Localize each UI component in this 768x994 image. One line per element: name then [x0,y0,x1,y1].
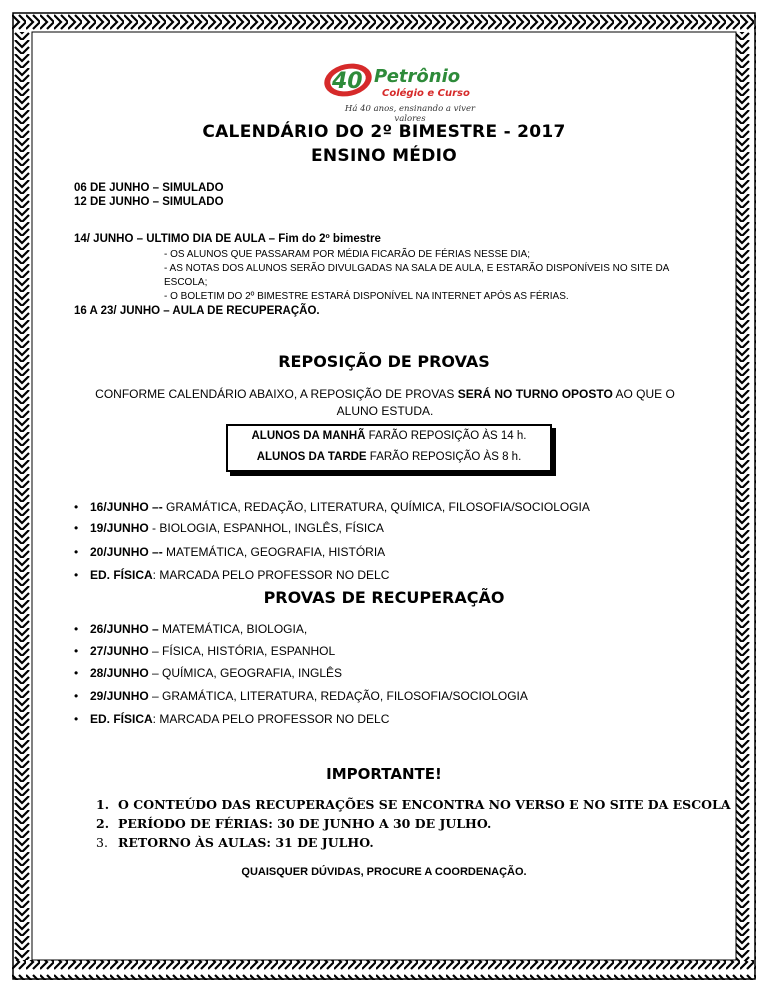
list-item: • 26/JUNHO – MATEMÁTICA, BIOLOGIA, [74,622,308,636]
footer-note: QUAISQUER DÚVIDAS, PROCURE A COORDENAÇÃO. [241,866,527,878]
list-item: • ED. FÍSICA: MARCADA PELO PROFESSOR NO DELC [74,712,390,726]
list-item: 1. O CONTEÚDO DAS RECUPERAÇÕES SE ENCONTRA NO VERSO E NO SITE DA ESCOLA [96,797,731,812]
reposicao-intro: CONFORME CALENDÁRIO ABAIXO, A REPOSIÇÃO DE PROVAS SERÁ NO TURNO OPOSTO AO QUE O ALUNO ESTUDA. [95,387,675,418]
note-line: ESCOLA; [164,277,208,288]
date-recuperacao: 16 A 23/ JUNHO – AULA DE RECUPERAÇÃO. [74,305,320,317]
list-item: • 19/JUNHO - BIOLOGIA, ESPANHOL, INGLÊS, FÍSICA [74,521,384,535]
section-heading-importante: IMPORTANTE! [326,765,442,783]
list-item: 2. PERÍODO DE FÉRIAS: 30 DE JUNHO A 30 DE JULHO. [96,816,492,831]
list-item: 3. RETORNO ÀS AULAS: 31 DE JULHO. [96,835,374,850]
note-line: - OS ALUNOS QUE PASSARAM POR MÉDIA FICARÃO DE FÉRIAS NESSE DIA; [164,249,531,260]
date-simulado-2: 12 DE JUNHO – SIMULADO [74,196,224,208]
page-title: CALENDÁRIO DO 2º BIMESTRE - 2017 [202,122,566,142]
list-item: • 20/JUNHO –- MATEMÁTICA, GEOGRAFIA, HISTÓRIA [74,545,386,559]
notice-box [226,424,552,472]
date-last-day: 14/ JUNHO – ULTIMO DIA DE AULA – Fim do 2º bimestre [74,233,381,245]
logo-number: 40 [332,69,363,94]
notice-line-afternoon: ALUNOS DA TARDE FARÃO REPOSIÇÃO ÀS 8 h. [256,451,522,463]
note-line: - O BOLETIM DO 2º BIMESTRE ESTARÁ DISPONÍVEL NA INTERNET APÓS AS FÉRIAS. [164,291,569,302]
list-item: • 27/JUNHO – FÍSICA, HISTÓRIA, ESPANHOL [74,644,336,658]
page-subtitle: ENSINO MÉDIO [310,146,458,166]
date-simulado-1: 06 DE JUNHO – SIMULADO [74,182,224,194]
logo-name: Petrônio [374,66,461,87]
note-line: - AS NOTAS DOS ALUNOS SERÃO DIVULGADAS NA SALA DE AULA, E ESTARÃO DISPONÍVEIS NO SITE DA [164,263,670,274]
section-heading-recuperacao: PROVAS DE RECUPERAÇÃO [263,588,505,607]
logo-subtitle: Colégio e Curso [382,88,470,99]
section-heading-reposicao: REPOSIÇÃO DE PROVAS [278,352,490,371]
list-item: • 29/JUNHO – GRAMÁTICA, LITERATURA, REDAÇÃO, FILOSOFIA/SOCIOLOGIA [74,689,528,703]
notice-line-morning: ALUNOS DA MANHÃ FARÃO REPOSIÇÃO ÀS 14 h. [251,430,527,442]
list-item: • 28/JUNHO – QUÍMICA, GEOGRAFIA, INGLÊS [74,666,343,680]
list-item: • 16/JUNHO –- GRAMÁTICA, REDAÇÃO, LITERATURA, QUÍMICA, FILOSOFIA/SOCIOLOGIA [74,500,590,514]
list-item: • ED. FÍSICA: MARCADA PELO PROFESSOR NO DELC [74,568,390,582]
logo-tagline: Há 40 anos, ensinando a viver valores [344,104,476,124]
